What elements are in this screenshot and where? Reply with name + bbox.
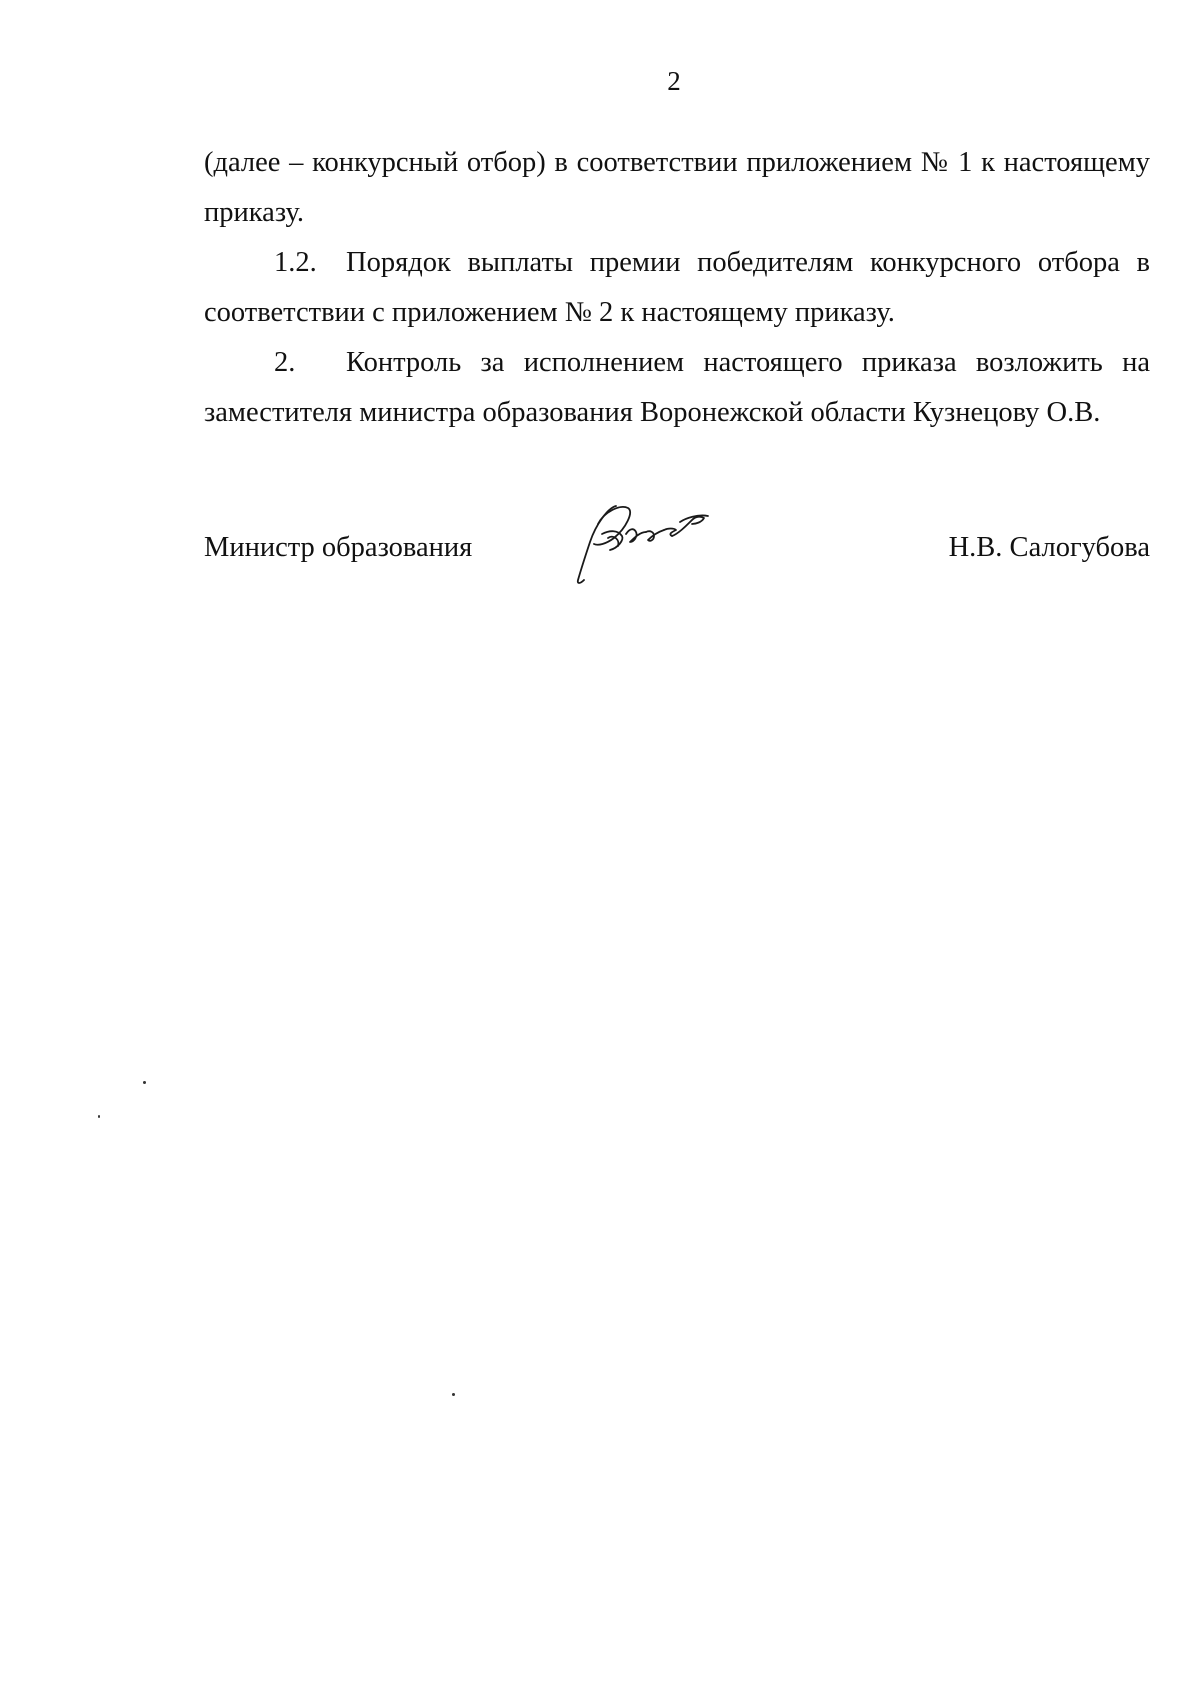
signatory-title: Министр образования xyxy=(204,532,473,563)
body-line: приказу. xyxy=(204,197,305,228)
signatory-name: Н.В. Салогубова xyxy=(948,532,1150,563)
paragraph-number: 1.2. xyxy=(274,247,317,278)
page-number: 2 xyxy=(667,66,681,96)
paragraph-text: Порядок выплаты премии победителям конкурсного отбора в xyxy=(346,247,1150,278)
scan-speck xyxy=(452,1393,455,1396)
paragraph-number: 2. xyxy=(274,347,296,378)
paragraph-2-first-line xyxy=(204,338,1150,388)
body-line: заместителя министра образования Воронежской области Кузнецову О.В. xyxy=(204,397,1101,428)
scan-speck xyxy=(143,1081,146,1084)
body-line: соответствии с приложением № 2 к настоящему приказу. xyxy=(204,297,895,328)
scan-speck xyxy=(98,1115,100,1118)
paragraph-text: Контроль за исполнением настоящего приказа возложить на xyxy=(346,347,1150,378)
handwritten-signature xyxy=(568,494,738,594)
paragraph-1-2-first-line xyxy=(204,238,1150,288)
body-line: (далее – конкурсный отбор) в соответствии приложением № 1 к настоящему xyxy=(204,147,1150,178)
document-body xyxy=(204,138,1150,438)
